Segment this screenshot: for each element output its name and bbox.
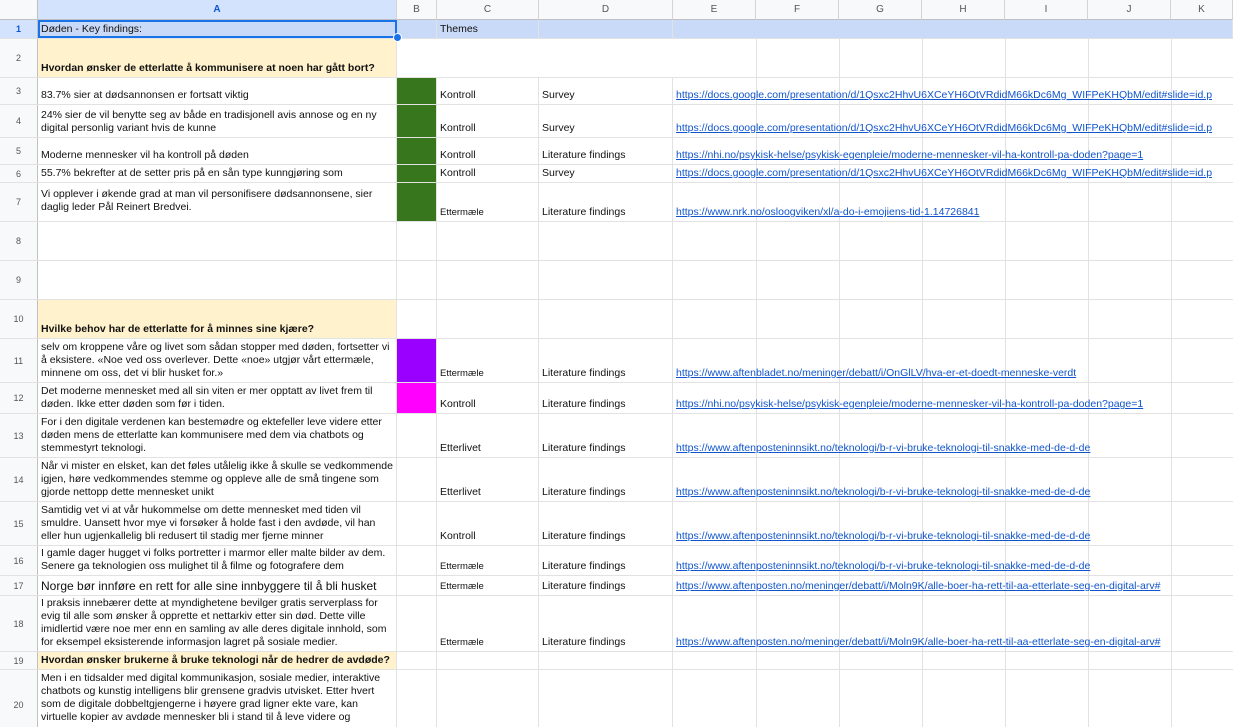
theme-cell[interactable]: Ettermæle <box>437 183 539 221</box>
row-number[interactable]: 16 <box>0 546 38 575</box>
source-type-cell[interactable]: Survey <box>539 165 673 182</box>
selection-fill-handle[interactable] <box>393 33 402 42</box>
themes-header-cell[interactable]: Themes <box>437 20 539 38</box>
table-row <box>0 502 1233 546</box>
table-row <box>0 458 1233 502</box>
theme-cell[interactable]: Kontroll <box>437 105 539 137</box>
finding-cell[interactable]: 55.7% bekrefter at de setter pris på en sån type kunngjøring som <box>38 165 397 182</box>
source-type-cell[interactable]: Literature findings <box>539 502 673 545</box>
row-number[interactable]: 13 <box>0 414 38 457</box>
color-tag-cell[interactable] <box>397 183 437 221</box>
source-link[interactable]: https://www.aftenposteninnsikt.no/teknologi/b-r-vi-bruke-teknologi-til-snakke-med-de-d-de <box>676 560 1091 572</box>
color-tag-cell[interactable] <box>397 165 437 182</box>
empty-cell[interactable] <box>539 300 673 338</box>
finding-cell[interactable]: For i den digitale verdenen kan bestemødre og ektefeller leve videre etter døden mens de etterlatte kan kommunisere med dem via chatbots og stemmestyrt teknologi. <box>38 414 397 457</box>
empty-cell[interactable] <box>539 670 673 727</box>
table-row <box>0 596 1233 652</box>
row-number[interactable]: 19 <box>0 652 38 669</box>
source-link[interactable]: https://www.aftenposteninnsikt.no/teknologi/b-r-vi-bruke-teknologi-til-snakke-med-de-d-de <box>676 486 1091 498</box>
theme-cell[interactable]: Kontroll <box>437 502 539 545</box>
empty-cell[interactable] <box>437 300 539 338</box>
empty-cell[interactable] <box>397 652 437 669</box>
table-row <box>0 670 1233 727</box>
column-header-c[interactable]: C <box>437 0 539 20</box>
table-row <box>0 39 1233 78</box>
theme-cell[interactable]: Kontroll <box>437 78 539 104</box>
color-tag-cell[interactable] <box>397 383 437 413</box>
select-all-corner[interactable] <box>0 0 38 20</box>
empty-cell[interactable] <box>397 222 437 260</box>
table-row <box>0 105 1233 138</box>
source-link[interactable]: https://docs.google.com/presentation/d/1Qsxc2HhvU6XCeYH6OtVRdidM66kDc6Mg_WIFPeKHQbM/edit#slide=id.p <box>676 122 1213 134</box>
empty-cell[interactable] <box>437 261 539 299</box>
source-type-cell[interactable]: Literature findings <box>539 596 673 651</box>
row-number[interactable]: 5 <box>0 138 38 164</box>
table-row <box>0 300 1233 339</box>
theme-cell[interactable]: Etterlivet <box>437 414 539 457</box>
column-header-g[interactable]: G <box>839 0 922 20</box>
theme-cell[interactable]: Kontroll <box>437 165 539 182</box>
empty-cell[interactable] <box>397 596 437 651</box>
finding-cell[interactable]: Det moderne mennesket med all sin viten er mer opptatt av livet frem til døden. Ikke etter døden som før i tiden. <box>38 383 397 413</box>
table-row <box>0 78 1233 105</box>
row-number[interactable]: 1 <box>0 20 38 38</box>
empty-cell[interactable] <box>539 652 673 669</box>
column-header-d[interactable]: D <box>539 0 673 20</box>
table-row <box>0 383 1233 414</box>
row-number[interactable]: 20 <box>0 670 38 727</box>
source-type-cell[interactable]: Survey <box>539 78 673 104</box>
row-number[interactable]: 14 <box>0 458 38 501</box>
empty-cell[interactable] <box>38 261 397 299</box>
finding-cell[interactable]: I praksis innebærer dette at myndighetene bevilger gratis serverplass for evig til alle som ønsker å opprette et nettarkiv etter sin død. Dette ville imidlertid være noe mer enn en samling av alle deres digitale innhold, som for eksempel eksisterende informasjon lagret på sosiale medier. <box>38 596 397 651</box>
row-number[interactable]: 10 <box>0 300 38 338</box>
source-type-cell[interactable]: Literature findings <box>539 339 673 382</box>
cell-e1[interactable] <box>673 20 1233 38</box>
theme-cell[interactable]: Kontroll <box>437 383 539 413</box>
row-number[interactable]: 17 <box>0 576 38 595</box>
section-heading-cell[interactable]: Hvordan ønsker de etterlatte å kommunisere at noen har gått bort? <box>38 39 397 77</box>
source-link[interactable]: https://www.aftenposteninnsikt.no/teknologi/b-r-vi-bruke-teknologi-til-snakke-med-de-d-de <box>676 530 1091 542</box>
theme-cell[interactable]: Kontroll <box>437 138 539 164</box>
theme-cell[interactable]: Ettermæle <box>437 576 539 595</box>
source-type-cell[interactable]: Literature findings <box>539 414 673 457</box>
column-header-h[interactable]: H <box>922 0 1005 20</box>
finding-cell[interactable]: Samtidig vet vi at vår hukommelse om dette mennesket med tiden vil smuldre. Uansett hvor mye vi forsøker å holde fast i den avdøde, vil han eller hun ugjenkallelig bli redusert til stadig mer fjerne minner <box>38 502 397 545</box>
source-link[interactable]: https://docs.google.com/presentation/d/1Qsxc2HhvU6XCeYH6OtVRdidM66kDc6Mg_WIFPeKHQbM/edit#slide=id.p <box>676 89 1213 101</box>
color-tag-cell[interactable] <box>397 339 437 382</box>
table-row <box>0 261 1233 300</box>
table-row <box>0 165 1233 183</box>
table-row <box>0 339 1233 383</box>
finding-cell[interactable]: Moderne mennesker vil ha kontroll på døden <box>38 138 397 164</box>
finding-cell[interactable]: selv om kroppene våre og livet som sådan stopper med døden, fortsetter vi å eksistere. «Noe ved oss overlever. Dette «noe» utgjør vårt ettermæle, minnene om oss, det vi blir husket for.» <box>38 339 397 382</box>
column-header-b[interactable]: B <box>397 0 437 20</box>
finding-cell[interactable]: 24% sier de vil benytte seg av både en tradisjonell avis annose og en ny digital personlig variant hvis de kunne <box>38 105 397 137</box>
row-number[interactable]: 12 <box>0 383 38 413</box>
empty-cell[interactable] <box>437 652 539 669</box>
column-header-k[interactable]: K <box>1171 0 1233 20</box>
empty-cell[interactable] <box>397 300 437 338</box>
row-number[interactable]: 9 <box>0 261 38 299</box>
empty-cell[interactable] <box>397 502 437 545</box>
column-header-f[interactable]: F <box>756 0 839 20</box>
source-link[interactable]: https://nhi.no/psykisk-helse/psykisk-egenpleie/moderne-mennesker-vil-ha-kontroll-pa-doden?page=1 <box>676 149 1144 161</box>
source-link[interactable]: https://www.aftenposteninnsikt.no/teknologi/b-r-vi-bruke-teknologi-til-snakke-med-de-d-de <box>676 442 1091 454</box>
column-header-e[interactable]: E <box>673 0 756 20</box>
source-link[interactable]: https://www.aftenposten.no/meninger/debatt/i/Moln9K/alle-boer-ha-rett-til-aa-etterlate-seg-en-digital-arv# <box>676 636 1161 648</box>
table-row <box>0 222 1233 261</box>
theme-cell[interactable]: Etterlivet <box>437 458 539 501</box>
section-heading-cell[interactable]: Hvilke behov har de etterlatte for å minnes sine kjære? <box>38 300 397 338</box>
finding-cell[interactable]: I gamle dager hugget vi folks portretter i marmor eller malte bilder av dem. Senere ga teknologien oss mulighet til å filme og fotografere dem <box>38 546 397 575</box>
table-row <box>0 576 1233 596</box>
source-type-cell[interactable]: Survey <box>539 105 673 137</box>
cell-b1[interactable] <box>397 20 437 38</box>
row-number[interactable]: 8 <box>0 222 38 260</box>
theme-cell[interactable]: Ettermæle <box>437 546 539 575</box>
source-link[interactable]: https://nhi.no/psykisk-helse/psykisk-egenpleie/moderne-mennesker-vil-ha-kontroll-pa-doden?page=1 <box>676 398 1144 410</box>
source-type-cell[interactable]: Literature findings <box>539 138 673 164</box>
empty-cell[interactable] <box>397 670 437 727</box>
color-tag-cell[interactable] <box>397 105 437 137</box>
color-tag-cell[interactable] <box>397 138 437 164</box>
table-row <box>0 546 1233 576</box>
source-type-cell[interactable]: Literature findings <box>539 458 673 501</box>
table-row <box>0 183 1233 222</box>
finding-cell[interactable]: Når vi mister en elsket, kan det føles utålelig ikke å skulle se vedkommende igjen, høre vedkommendes stemme og oppleve alle de små tingene som gjorde nettopp dette mennesket unikt <box>38 458 397 501</box>
finding-cell[interactable]: Norge bør innføre en rett for alle sine innbyggere til å bli husket <box>38 576 397 595</box>
row-number[interactable]: 6 <box>0 165 38 182</box>
title-cell[interactable]: Døden - Key findings: <box>38 20 397 38</box>
column-header-i[interactable]: I <box>1005 0 1088 20</box>
theme-cell[interactable]: Ettermæle <box>437 339 539 382</box>
finding-cell[interactable]: Vi opplever i økende grad at man vil personifisere dødsannonsene, sier daglig leder Pål Reinert Bredvei. <box>38 183 397 221</box>
empty-cell[interactable] <box>397 546 437 575</box>
finding-cell[interactable]: 83.7% sier at dødsannonsen er fortsatt viktig <box>38 78 397 104</box>
source-link[interactable]: https://docs.google.com/presentation/d/1Qsxc2HhvU6XCeYH6OtVRdidM66kDc6Mg_WIFPeKHQbM/edit#slide=id.p <box>676 167 1213 179</box>
table-row <box>0 138 1233 165</box>
source-link[interactable]: https://www.aftenbladet.no/meninger/debatt/i/OnGlLV/hva-er-et-doedt-menneske-verdt <box>676 367 1077 379</box>
empty-cell[interactable] <box>539 222 673 260</box>
source-type-cell[interactable]: Literature findings <box>539 576 673 595</box>
source-link[interactable]: https://www.aftenposten.no/meninger/debatt/i/Moln9K/alle-boer-ha-rett-til-aa-etterlate-seg-en-digital-arv# <box>676 580 1161 592</box>
table-row <box>0 414 1233 458</box>
source-link[interactable]: https://www.nrk.no/osloogviken/xl/a-do-i-emojiens-tid-1.14726841 <box>676 206 980 218</box>
table-row <box>0 20 1233 39</box>
row-number[interactable]: 11 <box>0 339 38 382</box>
empty-cell[interactable] <box>397 458 437 501</box>
row-number[interactable]: 2 <box>0 39 38 77</box>
row-number[interactable]: 15 <box>0 502 38 545</box>
empty-cell[interactable] <box>38 222 397 260</box>
row-number[interactable]: 4 <box>0 105 38 137</box>
color-tag-cell[interactable] <box>397 78 437 104</box>
row-number[interactable]: 3 <box>0 78 38 104</box>
empty-cell[interactable] <box>397 576 437 595</box>
source-type-cell[interactable]: Literature findings <box>539 183 673 221</box>
column-header-a[interactable]: A <box>38 0 397 20</box>
empty-cell[interactable] <box>437 222 539 260</box>
empty-cell[interactable] <box>397 261 437 299</box>
row-number[interactable]: 7 <box>0 183 38 221</box>
section-heading-cell[interactable]: Hvordan ønsker brukerne å bruke teknologi når de hedrer de avdøde? <box>38 652 397 669</box>
source-type-cell[interactable]: Literature findings <box>539 383 673 413</box>
cell-d1[interactable] <box>539 20 673 38</box>
column-header-j[interactable]: J <box>1088 0 1171 20</box>
table-row <box>0 652 1233 670</box>
source-type-cell[interactable]: Literature findings <box>539 546 673 575</box>
empty-cell[interactable] <box>539 261 673 299</box>
empty-cell[interactable] <box>437 670 539 727</box>
empty-cell[interactable] <box>397 414 437 457</box>
theme-cell[interactable]: Ettermæle <box>437 596 539 651</box>
row-number[interactable]: 18 <box>0 596 38 651</box>
finding-cell[interactable]: Men i en tidsalder med digital kommunikasjon, sosiale medier, interaktive chatbots og kunstig intelligens blir grensene gradvis utvisket. Etter hvert som de digitale dobbeltgjengerne i høyere grad ligner ekte vare, kan virtuelle kopier av avdøde mennesker bli i stand til å leve videre og <box>38 670 397 727</box>
